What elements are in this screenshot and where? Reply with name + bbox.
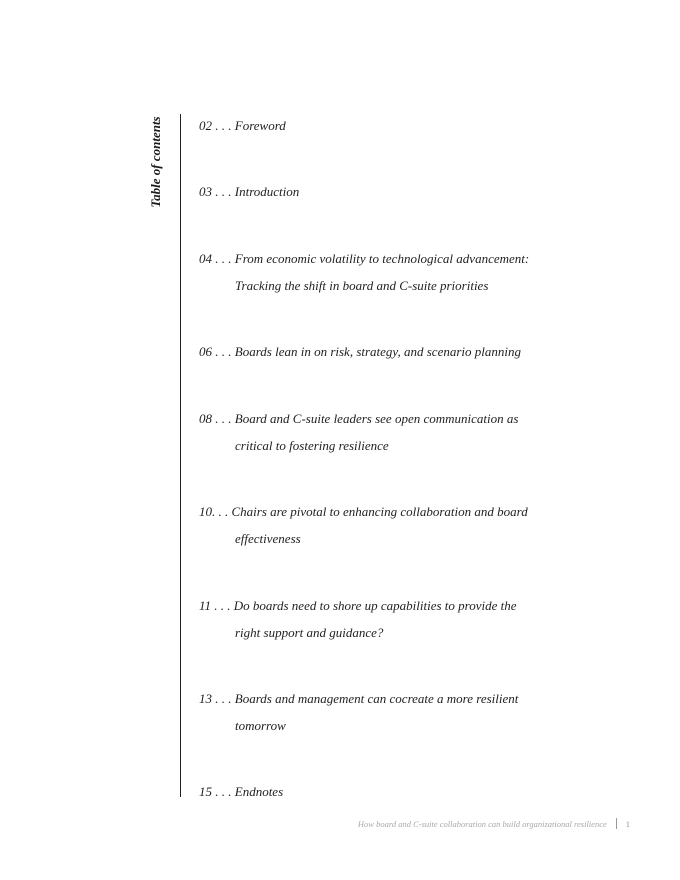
footer-title: How board and C-suite collaboration can build organizational resilience [357, 818, 607, 829]
toc-entry-line-continued: effectiveness [235, 531, 301, 546]
toc-entry-line: 04 . . . From economic volatility to technological advancement: [199, 251, 530, 266]
toc-heading: Table of contents [148, 116, 163, 208]
toc-entry-line-continued: right support and guidance? [235, 625, 384, 640]
toc-entry-line-continued: critical to fostering resilience [235, 438, 389, 453]
toc-entry-line: 13 . . . Boards and management can cocreate a more resilient [199, 691, 519, 706]
toc-entry-introduction[interactable] [199, 178, 599, 205]
toc-entry-line: 06 . . . Boards lean in on risk, strategy, and scenario planning [199, 344, 521, 359]
footer-divider [616, 818, 617, 829]
toc-entry-line-continued: Tracking the shift in board and C-suite priorities [235, 278, 489, 293]
toc-entry-foreword[interactable] [199, 112, 599, 139]
toc-entry-line-continued: tomorrow [235, 718, 286, 733]
toc-divider [180, 114, 181, 797]
toc-entry-capabilities[interactable] [199, 592, 599, 646]
page-footer [358, 818, 630, 829]
toc-entry-line: 03 . . . Introduction [199, 184, 300, 199]
toc-entry-line: 11 . . . Do boards need to shore up capabilities to provide the [199, 598, 517, 613]
toc-entry-line: 02 . . . Foreword [199, 118, 286, 133]
toc-entry-line: 10. . . Chairs are pivotal to enhancing collaboration and board [199, 504, 528, 519]
toc-entry-line: 15 . . . Endnotes [199, 784, 284, 799]
toc-entry-cocreate[interactable] [199, 685, 599, 739]
toc-entry-open-communication[interactable] [199, 405, 599, 459]
toc-entry-endnotes[interactable] [199, 778, 599, 805]
page-number: 1 [625, 818, 630, 829]
toc-entry-chairs-pivotal[interactable] [199, 498, 599, 552]
toc-entry-economic-volatility[interactable] [199, 245, 599, 299]
toc-entry-line: 08 . . . Board and C-suite leaders see open communication as [199, 411, 519, 426]
toc-entry-risk-strategy[interactable] [199, 338, 599, 365]
